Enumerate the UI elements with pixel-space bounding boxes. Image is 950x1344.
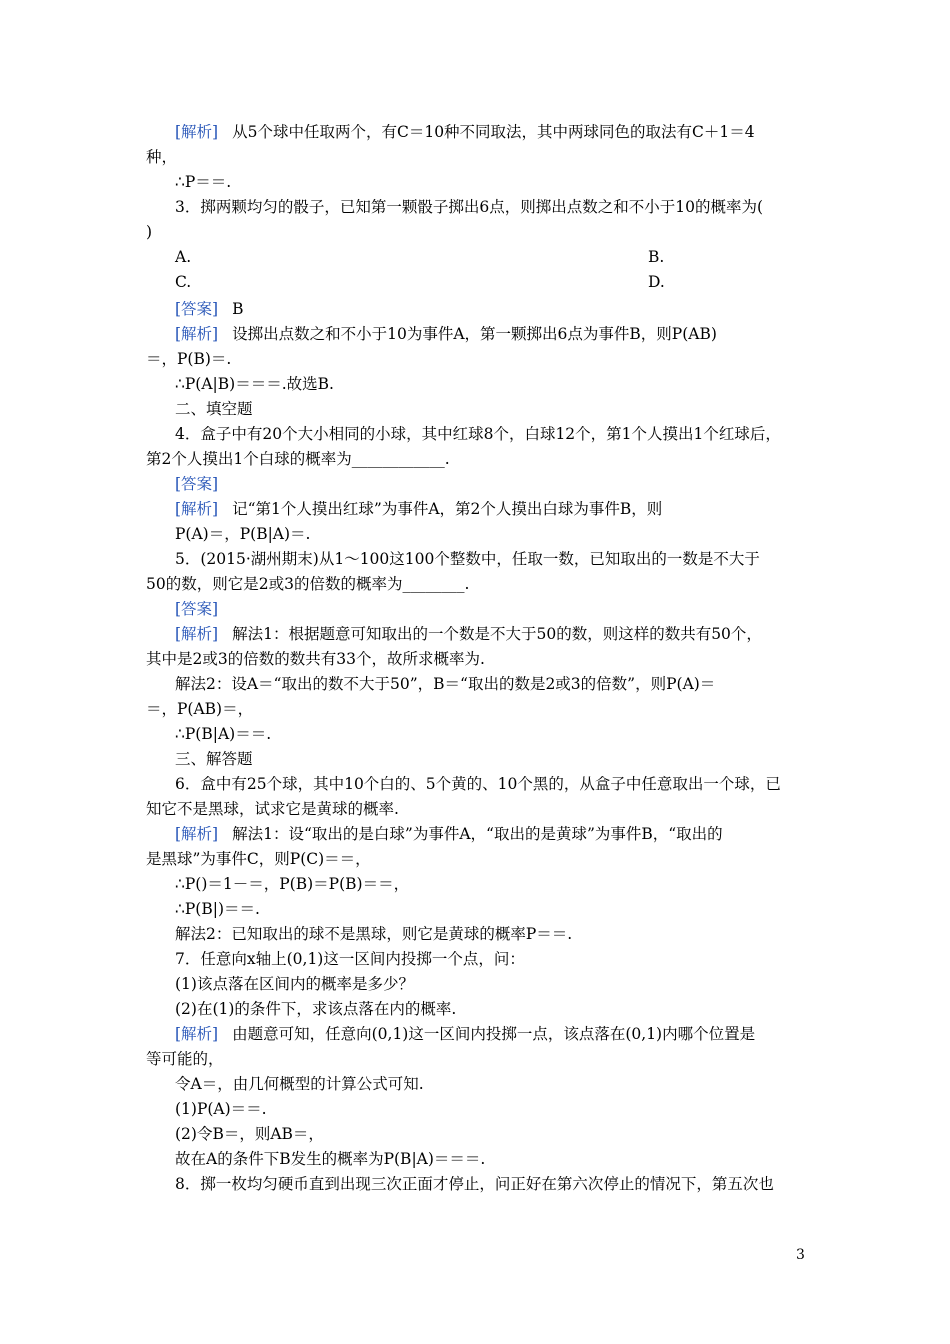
text-line: 解法2：设A＝“取出的数不大于50”，B＝“取出的数是2或3的倍数”，则P(A)＝ (175, 675, 716, 693)
answer-tag: [答案] (175, 300, 219, 318)
text-line: [解析] 从5个球中任取两个，有C＝10种不同取法，其中两球同色的取法有C＋1＝4 (175, 123, 755, 141)
options-row (175, 270, 810, 295)
text-line: [解析] 由题意可知，任意向(0,1)这一区间内投掷一点，该点落在(0,1)内哪个位置是 (175, 1025, 756, 1043)
option-d: D. (648, 273, 665, 291)
options-row (175, 245, 810, 270)
text-line: 种， (146, 148, 178, 166)
option-c: C. (175, 273, 192, 291)
text-line: ) (146, 223, 153, 241)
text-line: [解析] 解法1：设“取出的是白球”为事件A，“取出的是黄球”为事件B，“取出的 (175, 825, 723, 843)
text-line: ∴P()＝1－＝，P(B)＝P(B)＝＝， (175, 875, 410, 893)
text-line: ＝，P(B)＝. (146, 350, 232, 368)
text-line: 等可能的， (146, 1050, 224, 1068)
option-a: A. (175, 248, 192, 266)
analysis-tag: [解析] (175, 325, 219, 343)
text-line: ∴P(A|B)＝＝＝.故选B. (175, 375, 334, 393)
text-line: (1)P(A)＝＝. (175, 1100, 267, 1118)
answer-tag: [答案] (175, 475, 219, 493)
answer-value: B (232, 300, 244, 318)
analysis-tag: [解析] (175, 625, 219, 643)
text-line: ＝，P(AB)＝， (146, 700, 254, 718)
page-number: 3 (796, 1247, 805, 1263)
section-heading: 三、解答题 (175, 750, 253, 768)
text-line: (2)令B＝，则AB＝， (175, 1125, 324, 1143)
text-line (175, 597, 810, 622)
text-line: 知它不是黑球，试求它是黄球的概率. (146, 800, 399, 818)
analysis-tag: [解析] (175, 1025, 219, 1043)
question-3: 3．掷两颗均匀的骰子，已知第一颗骰子掷出6点，则掷出点数之和不小于10的概率为( (175, 198, 763, 216)
section-heading: 二、填空题 (175, 400, 253, 418)
answer-tag: [答案] (175, 600, 219, 618)
text-line (175, 472, 810, 497)
text-line: 令A＝，由几何概型的计算公式可知. (175, 1075, 424, 1093)
text-line: 第2个人摸出1个白球的概率为____________. (146, 450, 450, 468)
text-line: [解析] 解法1：根据题意可知取出的一个数是不大于50的数，则这样的数共有50个， (175, 625, 762, 643)
analysis-tag: [解析] (175, 500, 219, 518)
text-line: [解析] 设掷出点数之和不小于10为事件A，第一颗掷出6点为事件B，则P(AB) (175, 325, 717, 343)
text-line: 50的数，则它是2或3的倍数的概率为________. (146, 575, 470, 593)
question-7: 7．任意向x轴上(0,1)这一区间内投掷一个点，问： (175, 950, 525, 968)
analysis-tag: [解析] (175, 123, 219, 141)
question-5: 5．(2015·湖州期末)从1～100这100个整数中，任取一数，已知取出的一数是不大于 (175, 550, 760, 568)
text-line: ∴P(B|A)＝＝. (175, 725, 272, 743)
text-line: 是黑球”为事件C，则P(C)＝＝， (146, 850, 371, 868)
analysis-tag: [解析] (175, 825, 219, 843)
text-line: [解析] 记“第1个人摸出红球”为事件A，第2个人摸出白球为事件B，则 (175, 500, 663, 518)
question-4: 4．盒子中有20个大小相同的小球，其中红球8个，白球12个，第1个人摸出1个红球后， (175, 425, 781, 443)
text-line: ∴P＝＝. (175, 173, 232, 191)
text-line: 故在A的条件下B发生的概率为P(B|A)＝＝＝. (175, 1150, 486, 1168)
text-line: 解法2：已知取出的球不是黑球，则它是黄球的概率P＝＝. (175, 925, 573, 943)
text-line: 其中是2或3的倍数的数共有33个，故所求概率为. (146, 650, 485, 668)
option-b: B. (648, 248, 665, 266)
text-line: P(A)＝，P(B|A)＝. (175, 525, 311, 543)
text-line: ∴P(B|)＝＝. (175, 900, 260, 918)
question-8: 8．掷一枚均匀硬币直到出现三次正面才停止，问正好在第六次停止的情况下，第五次也 (175, 1175, 774, 1193)
text-line (175, 297, 810, 322)
text-line: (1)该点落在区间内的概率是多少？ (175, 975, 414, 993)
text-line: (2)在(1)的条件下，求该点落在内的概率. (175, 1000, 457, 1018)
question-6: 6．盒中有25个球，其中10个白的、5个黄的、10个黑的，从盒子中任意取出一个球，已 (175, 775, 781, 793)
